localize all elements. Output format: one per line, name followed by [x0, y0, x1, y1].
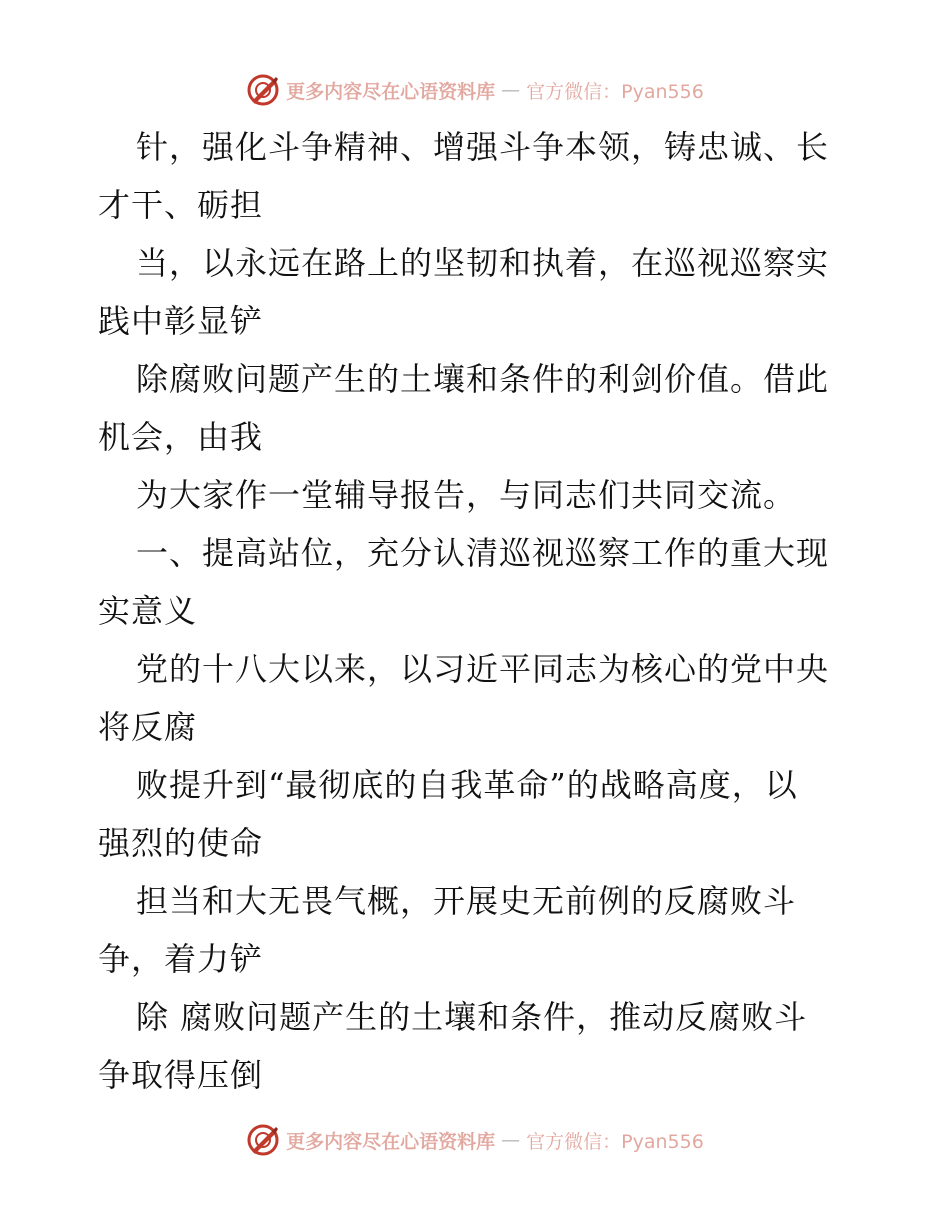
- text-line: 践中彰显铲: [98, 302, 264, 340]
- text-line: 机会，由我: [98, 418, 264, 456]
- watermark-title: 更多内容尽在心语资料库: [286, 1130, 496, 1153]
- document-body: [98, 118, 858, 1104]
- footer-watermark: [0, 1120, 950, 1160]
- text-line: 党的十八大以来，以习近平同志为核心的党中央: [136, 650, 830, 688]
- text-line: 除 腐败问题产生的土壤和条件，推动反腐败斗: [136, 998, 808, 1036]
- text-line: 强烈的使命: [98, 824, 264, 862]
- text-line: 针，强化斗争精神、增强斗争本领，铸忠诚、长: [136, 128, 830, 166]
- text-line: 除腐败问题产生的土壤和条件的利剑价值。借此: [136, 360, 830, 398]
- section-heading-continued: 实意义: [98, 592, 198, 630]
- watermark-title: 更多内容尽在心语资料库: [286, 80, 496, 103]
- header-watermark: [0, 70, 950, 110]
- watermark-wechat: 官方微信：Pyan556: [526, 80, 704, 103]
- text-line: 为大家作一堂辅导报告，与同志们共同交流。: [136, 476, 797, 514]
- text-line: 才干、砺担: [98, 186, 264, 224]
- watermark-separator: —: [501, 1129, 521, 1151]
- text-line: 争取得压倒: [98, 1056, 264, 1094]
- watermark-wechat: 官方微信：Pyan556: [526, 1130, 704, 1153]
- text-line: 争，着力铲: [98, 940, 264, 978]
- text-line: 将反腐: [98, 708, 198, 746]
- pen-logo-icon: [246, 1123, 280, 1157]
- text-line: 败提升到“最彻底的自我革命”的战略高度，以: [136, 766, 798, 804]
- section-heading: 一、提高站位，充分认清巡视巡察工作的重大现: [136, 534, 830, 572]
- pen-logo-icon: [246, 73, 280, 107]
- text-line: 担当和大无畏气概，开展史无前例的反腐败斗: [136, 882, 797, 920]
- text-line: 当，以永远在路上的坚韧和执着，在巡视巡察实: [136, 244, 830, 282]
- watermark-separator: —: [501, 79, 521, 101]
